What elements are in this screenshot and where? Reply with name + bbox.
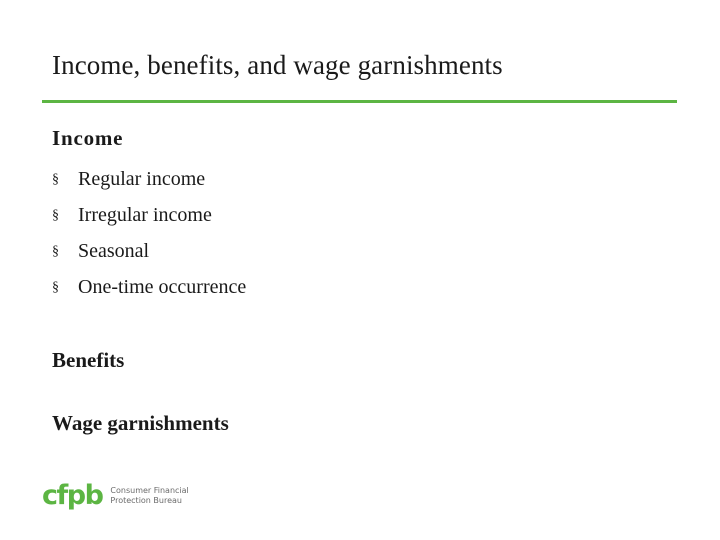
bullet-item — [52, 204, 246, 240]
bullet-text: Irregular income — [78, 204, 212, 226]
logo-text — [110, 486, 188, 506]
bullet-marker-icon: § — [52, 208, 59, 223]
section-heading-benefits: Benefits — [52, 348, 125, 372]
cfpb-logo — [42, 482, 189, 509]
bullet-item — [52, 276, 246, 312]
slide-title: Income, benefits, and wage garnishments — [52, 50, 503, 80]
bullet-marker-icon: § — [52, 244, 59, 259]
bullet-marker-icon: § — [52, 280, 59, 295]
logo-text-line1: Consumer Financial — [110, 485, 189, 495]
bullet-marker-icon: § — [52, 172, 59, 187]
section-heading-wage-garnishments: Wage garnishments — [52, 411, 229, 435]
bullet-item — [52, 168, 246, 204]
title-divider — [42, 100, 677, 103]
bullet-text: Seasonal — [78, 240, 150, 262]
bullet-text: One-time occurrence — [78, 276, 247, 298]
logo-mark: cfpb — [42, 480, 103, 511]
income-bullet-list — [52, 168, 246, 312]
logo-text-line2: Protection Bureau — [110, 495, 182, 505]
section-heading-income: Income — [52, 126, 124, 150]
bullet-text: Regular income — [78, 168, 206, 190]
bullet-item — [52, 240, 246, 276]
